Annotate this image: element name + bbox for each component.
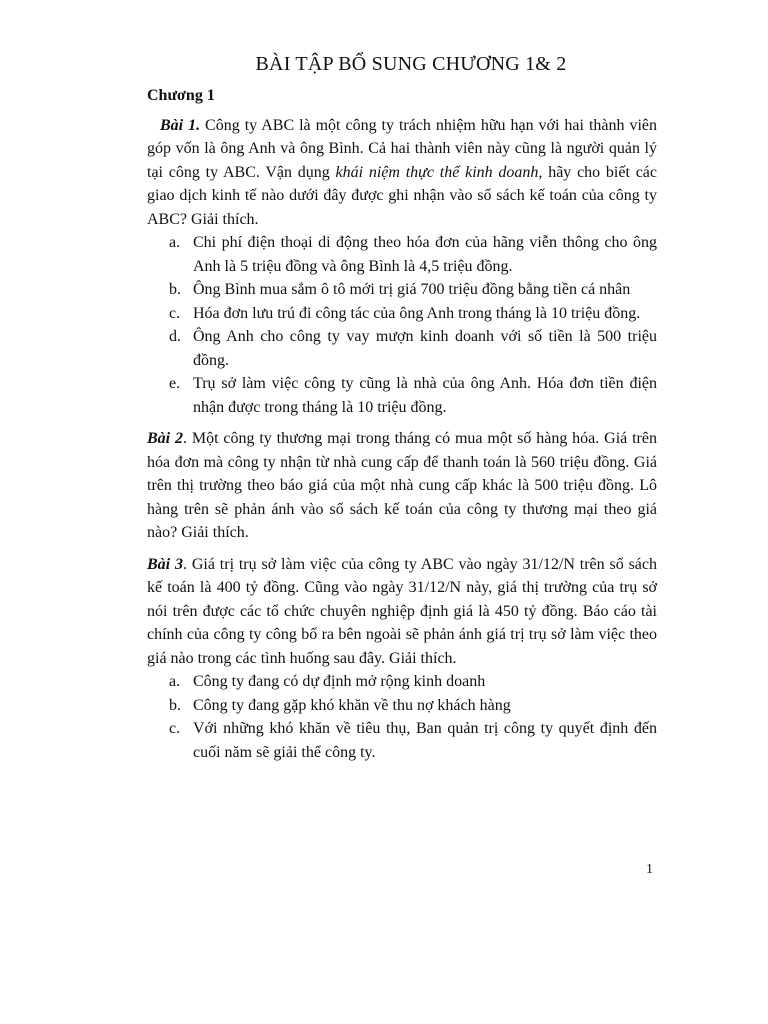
exercise-2-paragraph (147, 427, 657, 545)
list-item (147, 302, 657, 326)
exercise-1-paragraph (147, 114, 657, 232)
exercise-3-paragraph (147, 553, 657, 671)
list-item (147, 372, 657, 419)
list-item-text: Hóa đơn lưu trú đi công tác của ông Anh trong tháng là 10 triệu đồng. (193, 304, 641, 322)
list-marker: d. (169, 328, 181, 345)
list-marker: b. (169, 281, 181, 298)
document-title: BÀI TẬP BỔ SUNG CHƯƠNG 1& 2 (255, 53, 567, 75)
list-marker: c. (169, 304, 181, 322)
exercise-2-label: Bài 2 (147, 430, 183, 447)
list-item-text: Chi phí điện thoại di động theo hóa đơn của hãng viễn thông cho ông Anh là 5 triệu đồng và ông Bình là 4,5 triệu đồng. (193, 234, 657, 275)
list-item-text: Với những khó khăn về tiêu thụ, Ban quản trị công ty quyết định đến cuối năm sẽ giải thể công ty. (193, 720, 657, 761)
exercise-1-emphasis: khái niệm thực thể kinh doanh (335, 163, 539, 181)
list-item-text: Công ty đang có dự định mở rộng kinh doanh (193, 673, 486, 690)
exercise-1-list (147, 231, 657, 419)
list-item-text: Ông Anh cho công ty vay mượn kinh doanh với số tiền là 500 triệu đồng. (193, 328, 657, 369)
list-marker: c. (169, 720, 181, 737)
list-item (147, 670, 657, 694)
list-marker: a. (169, 673, 181, 690)
exercise-1-label: Bài 1. (160, 116, 201, 134)
list-item (147, 325, 657, 372)
exercise-3-list (147, 670, 657, 764)
list-item-text: Ông Bình mua sắm ô tô mới trị giá 700 triệu đồng bằng tiền cá nhân (193, 281, 631, 298)
page-number: 1 (646, 862, 653, 877)
chapter-heading: Chương 1 (147, 87, 215, 104)
list-item (147, 278, 657, 302)
list-item-text: Công ty đang gặp khó khăn về thu nợ khách hàng (193, 696, 511, 714)
document-page (147, 50, 657, 764)
list-marker: e. (169, 375, 181, 392)
list-marker: a. (169, 234, 181, 251)
exercise-1-text-b: , hãy cho biết các giao dịch kinh tế nào dưới đây được ghi nhận vào sổ sách kế toán của công ty ABC? Giải thích. (147, 163, 658, 228)
list-item (147, 717, 657, 764)
exercise-1-text-a: Công ty ABC là một công ty trách nhiệm hữu hạn với hai thành viên góp vốn là ông Anh và ông Bình. Cả hai thành viên này cũng là người quản lý tại công ty ABC. Vận dụng (147, 116, 658, 181)
list-item (147, 694, 657, 718)
exercise-2-text: . Một công ty thương mại trong tháng có mua một số hàng hóa. Giá trên hóa đơn mà công ty nhận từ nhà cung cấp để thanh toán là 560 triệu đồng. Giá trên thị trường theo báo giá của một nhà cung cấp khác là 500 triệu đồng. Lô hàng trên sẽ phản ánh vào sổ sách kế toán của công ty thương mại theo giá nào? Giải thích. (147, 430, 657, 541)
list-item-text: Trụ sở làm việc công ty cũng là nhà của ông Anh. Hóa đơn tiền điện nhận được trong tháng là 10 triệu đồng. (193, 375, 657, 416)
exercise-3-label: Bài 3 (147, 555, 183, 573)
exercise-3-text: . Giá trị trụ sở làm việc của công ty ABC vào ngày 31/12/N trên sổ sách kế toán là 400 tỷ đồng. Cũng vào ngày 31/12/N này, giá thị trường của trụ sở nói trên được các tổ chức chuyên nghiệp định giá là 450 tỷ đồng. Báo cáo tài chính của công ty công bố ra bên ngoài sẽ phản ánh giá trị trụ sở làm việc theo giá nào trong các tình huống sau đây. Giải thích. (147, 555, 657, 667)
list-item (147, 231, 657, 278)
list-marker: b. (169, 696, 181, 714)
